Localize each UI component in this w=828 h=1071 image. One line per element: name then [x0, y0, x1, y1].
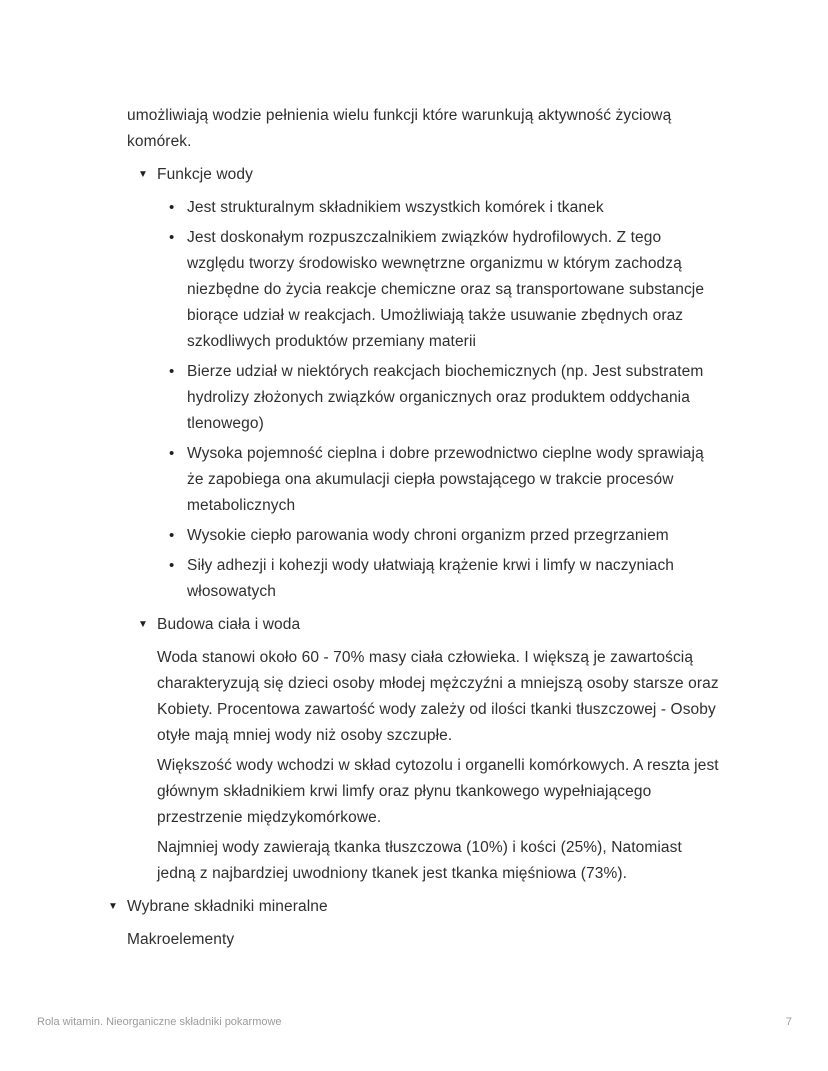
- skladniki-mineralne-children: [127, 927, 723, 953]
- budowa-ciala-children: [157, 645, 723, 887]
- body-paragraph: Woda stanowi około 60 - 70% masy ciała człowieka. I większą je zawartością charakteryzują się dzieci osoby młodej mężczyźni a mniejszą osoby starsze oraz Kobiety. Procentowa zawartość wody zależy od ilości tkanki tłuszczowej - Osoby otyłe mają mniej wody niż osoby szczupłe.: [157, 649, 719, 744]
- toggle-funkcje-wody-title: Funkcje wody: [157, 166, 253, 183]
- bullet-icon: •: [169, 199, 175, 216]
- bullet-text: Jest doskonałym rozpuszczalnikiem związków hydrofilowych. Z tego względu tworzy środowisko wewnętrzne organizmu w którym zachodzą niezbędne do życia reakcje chemiczne oraz są transportowane substancje biorące udział w reakcjach. Umożliwiają także usuwanie zbędnych oraz szkodliwych produktów przemiany materii: [187, 229, 705, 350]
- body-paragraph: Większość wody wchodzi w skład cytozolu i organelli komórkowych. A reszta jest głównym składnikiem krwi limfy oraz płynu tkankowego wypełniającego przestrzenie międzykomórkowe.: [157, 757, 719, 826]
- bullet-icon: •: [169, 557, 175, 574]
- bullet-item: [157, 441, 723, 519]
- bullet-item: [157, 523, 723, 549]
- toggle-triangle-icon: ▼: [138, 619, 148, 630]
- toggle-triangle-icon: ▼: [138, 169, 148, 180]
- nested-blocks: [138, 162, 723, 887]
- intro-paragraph: umożliwiają wodzie pełnienia wielu funkcji które warunkują aktywność życiową komórek.: [127, 107, 672, 150]
- bullet-item: [157, 553, 723, 605]
- page-footer: [37, 1016, 792, 1029]
- body-paragraph: Najmniej wody zawierają tkanka tłuszczowa (10%) i kości (25%), Natomiast jedną z najbardziej uwodniony tkanek jest tkanka mięśniowa (73%).: [157, 839, 682, 882]
- toggle-skladniki-mineralne: [108, 894, 723, 920]
- toggle-funkcje-wody: [138, 162, 723, 188]
- bullet-item: [157, 225, 723, 355]
- funkcje-wody-bullet-list: [157, 195, 723, 605]
- bullet-text: Bierze udział w niektórych reakcjach biochemicznych (np. Jest substratem hydrolizy złożonych związków organicznych oraz produktem oddychania tlenowego): [187, 363, 704, 432]
- bullet-icon: •: [169, 363, 175, 380]
- bullet-icon: •: [169, 229, 175, 246]
- bullet-text: Siły adhezji i kohezji wody ułatwiają krążenie krwi i limfy w naczyniach włosowatych: [187, 557, 675, 600]
- toggle-skladniki-mineralne-title: Wybrane składniki mineralne: [127, 898, 328, 915]
- bullet-text: Jest strukturalnym składnikiem wszystkich komórek i tkanek: [187, 199, 604, 216]
- footer-page-number: 7: [785, 1016, 792, 1028]
- funkcje-wody-children: [157, 195, 723, 605]
- bullet-text: Wysoka pojemność cieplna i dobre przewodnictwo cieplne wody sprawiają że zapobiega ona akumulacji ciepła powstającego w trakcie procesów metabolicznych: [187, 445, 704, 514]
- body-paragraph: Makroelementy: [127, 931, 235, 948]
- footer-title: Rola witamin. Nieorganiczne składniki pokarmowe: [37, 1016, 282, 1028]
- bullet-item: [157, 195, 723, 221]
- bullet-item: [157, 359, 723, 437]
- toggle-triangle-icon: ▼: [108, 901, 118, 912]
- toggle-budowa-ciala-title: Budowa ciała i woda: [157, 616, 301, 633]
- bullet-icon: •: [169, 445, 175, 462]
- toggle-budowa-ciala: [138, 612, 723, 638]
- bullet-icon: •: [169, 527, 175, 544]
- bullet-text: Wysokie ciepło parowania wody chroni organizm przed przegrzaniem: [187, 527, 669, 544]
